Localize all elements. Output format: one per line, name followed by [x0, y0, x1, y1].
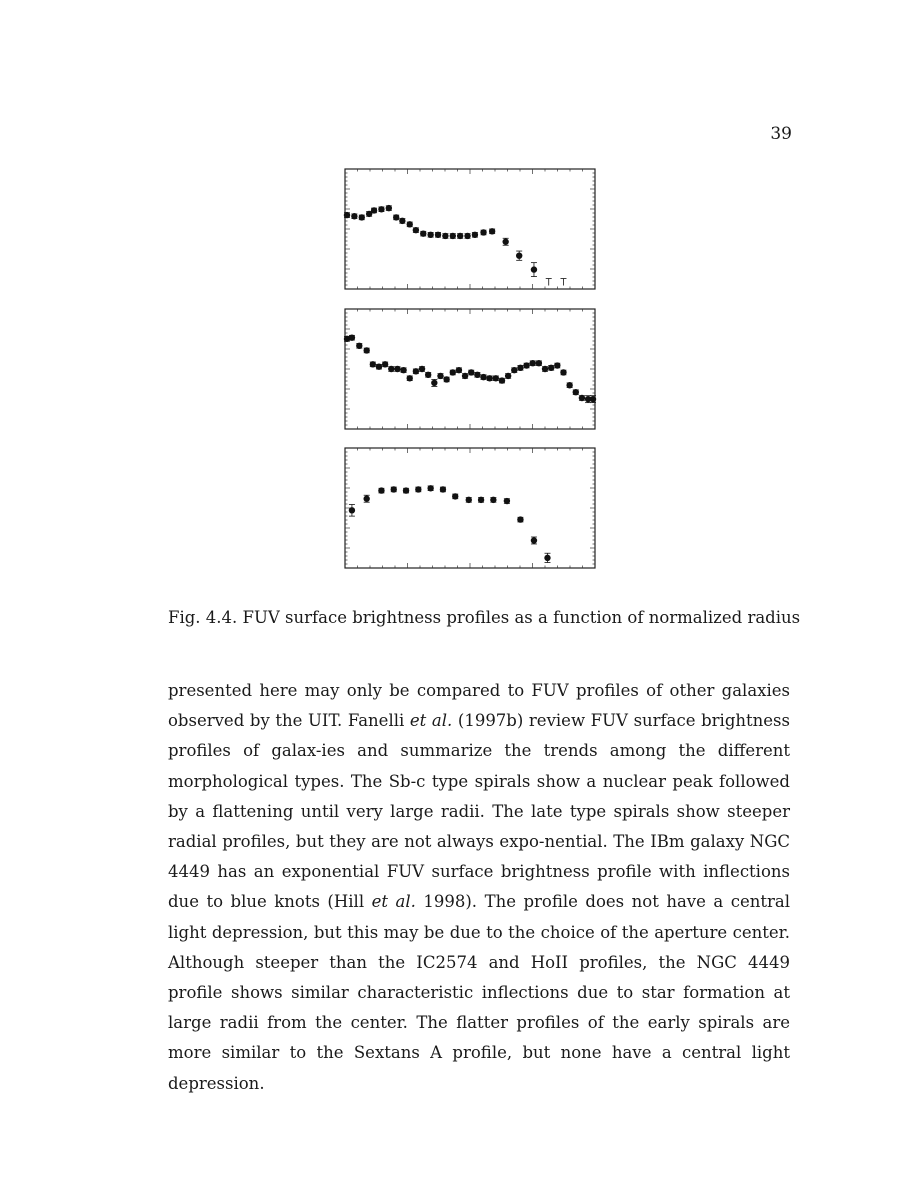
body-paragraph [168, 676, 790, 1099]
data-point [493, 375, 499, 381]
data-point [407, 221, 413, 227]
data-point [378, 206, 384, 212]
data-point [370, 361, 376, 367]
data-point [505, 373, 511, 379]
data-point [516, 252, 522, 258]
data-point [504, 498, 510, 504]
plot-frame [345, 448, 595, 568]
data-point [413, 227, 419, 233]
data-point [359, 214, 365, 220]
data-point [517, 365, 523, 371]
data-point [427, 232, 433, 238]
data-point [480, 229, 486, 235]
data-point [560, 369, 566, 375]
data-point [462, 373, 468, 379]
data-point [419, 366, 425, 372]
data-point [544, 555, 550, 561]
body-text-part-1: presented here may only be compared to FUV profiles of other galaxies observed by the UIT. Fanelli [168, 681, 790, 731]
data-point [472, 232, 478, 238]
data-point [415, 486, 421, 492]
data-point [393, 214, 399, 220]
et-al-2: et al. [371, 892, 416, 912]
data-point [468, 369, 474, 375]
axis-ticks [345, 169, 595, 289]
data-point [480, 374, 486, 380]
figure-caption: Fig. 4.4. FUV surface brightness profiles as a function of normalized radius [168, 608, 801, 627]
data-point [371, 207, 377, 213]
data-point [435, 232, 441, 238]
page-number: 39 [770, 124, 792, 144]
data-point [474, 372, 480, 378]
data-point [391, 486, 397, 492]
data-point [502, 239, 508, 245]
data-point [425, 372, 431, 378]
data-point [431, 380, 437, 386]
body-text-part-2: (1997b) review FUV surface brightness profiles of galax-ies and summarize the trends among the different morphological types. The Sb-c type spirals show a nuclear peak followed by a flattening until very large radii. The late type spirals show steeper radial profiles, but they are not always expo-nential. The IBm galaxy NGC 4449 has an exponential FUV surface brightness profile with inflections due to blue knots (Hill [168, 711, 790, 912]
data-point [450, 233, 456, 239]
data-point [573, 389, 579, 395]
axis-ticks [345, 448, 595, 568]
data-point [437, 373, 443, 379]
plot-frame [345, 309, 595, 429]
data-point [394, 366, 400, 372]
et-al-1: et al. [409, 711, 453, 731]
data-point [363, 347, 369, 353]
data-point [403, 487, 409, 493]
data-point [566, 382, 572, 388]
data-point [530, 360, 536, 366]
data-point [407, 375, 413, 381]
data-point [356, 343, 362, 349]
data-point [590, 396, 596, 402]
data-point [554, 362, 560, 368]
data-point [351, 213, 357, 219]
data-point [478, 497, 484, 503]
profile-plot-3 [344, 447, 596, 569]
data-point [531, 266, 537, 272]
data-point [542, 366, 548, 372]
data-point [382, 361, 388, 367]
data-point [499, 377, 505, 383]
data-point [579, 395, 585, 401]
data-point [548, 365, 554, 371]
data-point [466, 497, 472, 503]
data-point [452, 493, 458, 499]
data-point [440, 486, 446, 492]
data-point [517, 516, 523, 522]
data-point [442, 233, 448, 239]
data-point [427, 485, 433, 491]
data-point [420, 230, 426, 236]
data-point [490, 497, 496, 503]
data-point [523, 362, 529, 368]
body-text-part-3: 1998). The profile does not have a central light depression, but this may be due to the choice of the aperture center. Although steeper than the IC2574 and HoII profiles, the NGC 4449 profile shows similar characteristic inflections due to star formation at large radii from the center. The flatter profiles of the early spirals are more similar to the Sextans A profile, but none have a central light depression. [168, 892, 791, 1093]
data-point [400, 367, 406, 373]
data-point [457, 233, 463, 239]
axis-ticks [345, 309, 595, 429]
data-point [489, 228, 495, 234]
data-point [536, 360, 542, 366]
data-point [399, 218, 405, 224]
data-point [376, 363, 382, 369]
profile-plot-1 [344, 168, 596, 290]
profile-plot-2 [344, 308, 596, 430]
data-point [486, 375, 492, 381]
data-point [363, 496, 369, 502]
data-point [349, 507, 355, 513]
data-point [443, 376, 449, 382]
data-point [531, 537, 537, 543]
data-point [450, 369, 456, 375]
plot-frame [345, 169, 595, 289]
data-point [413, 368, 419, 374]
data-point [344, 212, 350, 218]
data-point [386, 205, 392, 211]
data-point [378, 487, 384, 493]
data-point [388, 366, 394, 372]
data-point [511, 367, 517, 373]
data-point [456, 367, 462, 373]
data-point [349, 334, 355, 340]
data-point [464, 233, 470, 239]
